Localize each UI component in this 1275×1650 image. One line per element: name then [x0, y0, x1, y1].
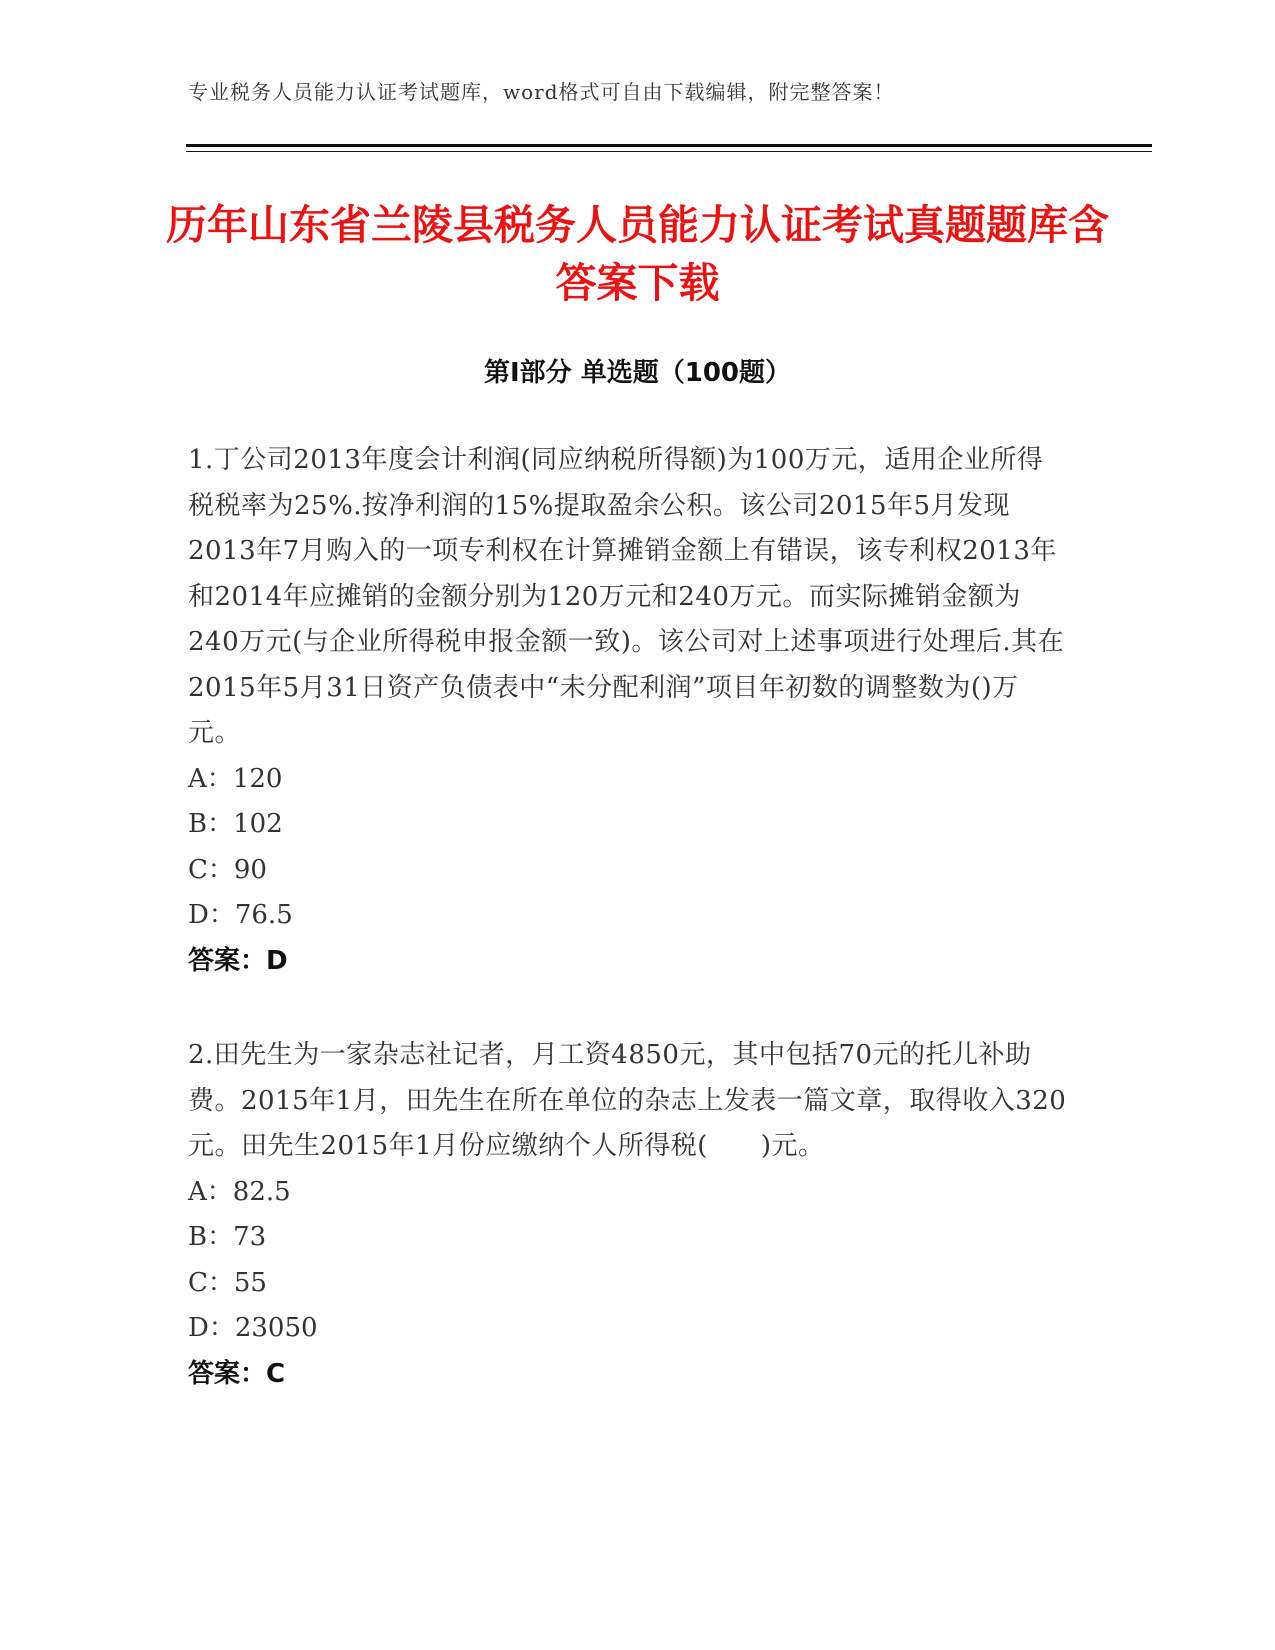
option-d: D：76.5 [188, 900, 293, 930]
option-a: A：120 [188, 763, 283, 794]
option-c: C：55 [188, 1267, 267, 1298]
answer-line: 答案：D [188, 945, 288, 976]
question-stem: 2.田先生为一家杂志社记者，月工资4850元，其中包括70元的托儿补助费。2015年1月，田先生在所在单位的杂志上发表一篇文章，取得收入320元。田先生2015年1月份应缴纳个人所得税( )元。 [188, 1040, 1067, 1161]
answer-line: 答案：C [188, 1358, 286, 1389]
option-c: C：90 [188, 854, 267, 885]
option-a: A：82.5 [188, 1176, 291, 1207]
option-d: D：23050 [188, 1313, 318, 1343]
header-divider-thick [186, 144, 1152, 147]
question-1 [188, 438, 1068, 984]
header-note: 专业税务人员能力认证考试题库，word格式可自由下载编辑，附完整答案！ [188, 80, 895, 104]
question-2 [188, 1033, 1068, 1397]
option-b: B：102 [188, 809, 283, 839]
section-heading: 第Ⅰ部分 单选题（100题） [484, 358, 791, 388]
header-divider-thin [186, 151, 1152, 152]
option-b: B：73 [188, 1222, 267, 1252]
question-stem: 1.丁公司2013年度会计利润(同应纳税所得额)为100万元，适用企业所得税税率为25%.按净利润的15%提取盈余公积。该公司2015年5月发现2013年7月购入的一项专利权在计算摊销金额上有错误，该专利权2013年和2014年应摊销的金额分别为120万元和240万元。而实际摊销金额为240万元(与企业所得税申报金额一致)。该公司对上述事项进行处理后.其在2015年5月31日资产负债表中“未分配利润”项目年初数的调整数为()万元。 [188, 445, 1065, 748]
document-title: 历年山东省兰陵县税务人员能力认证考试真题题库含答案下载 [166, 201, 1109, 307]
